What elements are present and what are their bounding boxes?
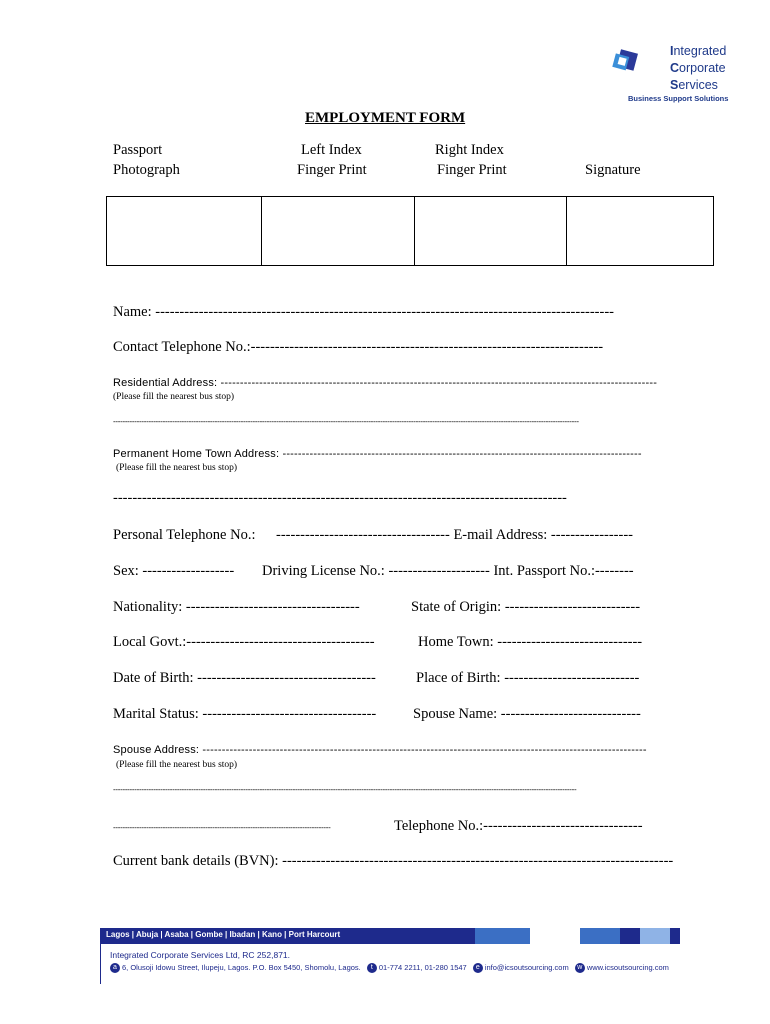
- footer-bar-block: [580, 928, 620, 944]
- phone-icon: t: [367, 963, 377, 973]
- left-index-box[interactable]: [262, 197, 415, 265]
- footer-bar-block: [530, 928, 580, 944]
- spouse-address-line2[interactable]: ----------------------------------------------------------------------------------------------------------------------------------------------------------------------------------------------------: [113, 785, 577, 794]
- footer-divider: [100, 944, 101, 984]
- header-left-index: Left Index: [301, 142, 362, 158]
- logo-tagline: Business Support Solutions: [628, 94, 729, 103]
- residential-address-line2[interactable]: -----------------------------------------------------------------------------------------------------------------------------------------------------------------------------------------------------: [113, 417, 579, 426]
- footer-phone: 01-774 2211, 01-280 1547: [378, 963, 467, 972]
- footer-bar-block: [640, 928, 670, 944]
- marital-status-field[interactable]: Marital Status: ------------------------------------: [113, 706, 377, 722]
- web-icon: w: [575, 963, 585, 973]
- permanent-note: (Please fill the nearest bus stop): [116, 463, 238, 473]
- header-signature: Signature: [585, 162, 641, 178]
- residential-address-field[interactable]: Residential Address: -----------------------------------------------------------------------------------------------------------------: [113, 377, 658, 389]
- permanent-address-field[interactable]: Permanent Home Town Address: ---------------------------------------------------------------------------------------------: [113, 448, 642, 460]
- passport-photo-box[interactable]: [107, 197, 262, 265]
- logo-text: Integrated Corporate Services: [670, 44, 727, 92]
- state-of-origin-field[interactable]: State of Origin: ----------------------------: [411, 599, 641, 615]
- print-boxes: [106, 196, 714, 266]
- header-photograph: Photograph: [113, 162, 180, 178]
- place-of-birth-field[interactable]: Place of Birth: ----------------------------: [416, 670, 640, 686]
- personal-telephone-label: Personal Telephone No.:: [113, 527, 256, 543]
- footer-bar-block: [475, 928, 530, 944]
- header-left-finger-print: Finger Print: [297, 162, 367, 178]
- header-passport: Passport: [113, 142, 163, 158]
- footer-locations-bar: [100, 928, 680, 944]
- footer-email[interactable]: info@icsoutsourcing.com: [484, 963, 569, 972]
- local-govt-field[interactable]: Local Govt.:---------------------------------------: [113, 634, 375, 650]
- permanent-address-line2[interactable]: ----------------------------------------------------------------------------------------------: [113, 490, 567, 506]
- company-logo-icon: [612, 40, 672, 92]
- spouse-address-line3[interactable]: --------------------------------------------------------------------------------------------: [113, 823, 331, 832]
- footer-contact: [110, 963, 669, 973]
- residential-note: (Please fill the nearest bus stop): [113, 392, 235, 402]
- location-icon: a: [110, 963, 120, 973]
- bank-details-field[interactable]: Current bank details (BVN): ---------------------------------------------------------------------------------: [113, 853, 674, 869]
- header-right-index: Right Index: [435, 142, 504, 158]
- signature-box[interactable]: [567, 197, 713, 265]
- nationality-field[interactable]: Nationality: ------------------------------------: [113, 599, 360, 615]
- date-of-birth-field[interactable]: Date of Birth: -------------------------------------: [113, 670, 376, 686]
- spouse-address-field[interactable]: Spouse Address: -------------------------------------------------------------------------------------------------------------------: [113, 744, 647, 756]
- name-field[interactable]: Name: -----------------------------------------------------------------------------------------------: [113, 304, 614, 320]
- form-title: EMPLOYMENT FORM: [305, 110, 466, 126]
- contact-telephone-field[interactable]: Contact Telephone No.:-------------------------------------------------------------------------: [113, 339, 604, 355]
- right-index-box[interactable]: [415, 197, 567, 265]
- personal-telephone-email-field[interactable]: ------------------------------------ E-mail Address: -----------------: [276, 527, 633, 543]
- home-town-field[interactable]: Home Town: ------------------------------: [418, 634, 643, 650]
- footer-address: 6, Olusoji Idowu Street, Ilupeju, Lagos. P.O. Box 5450, Shomolu, Lagos.: [122, 963, 361, 972]
- spouse-name-field[interactable]: Spouse Name: -----------------------------: [413, 706, 641, 722]
- footer-locations: Lagos | Abuja | Asaba | Gombe | Ibadan | Kano | Port Harcourt: [106, 930, 341, 939]
- sex-field[interactable]: Sex: -------------------: [113, 563, 235, 579]
- footer-web[interactable]: www.icsoutsourcing.com: [586, 963, 669, 972]
- footer-company: Integrated Corporate Services Ltd, RC 252,871.: [110, 950, 291, 960]
- telephone-field[interactable]: Telephone No.:---------------------------------: [394, 818, 643, 834]
- spouse-note: (Please fill the nearest bus stop): [116, 760, 238, 770]
- driving-passport-field[interactable]: Driving License No.: --------------------- Int. Passport No.:--------: [262, 563, 634, 579]
- header-right-finger-print: Finger Print: [437, 162, 507, 178]
- email-icon: e: [473, 963, 483, 973]
